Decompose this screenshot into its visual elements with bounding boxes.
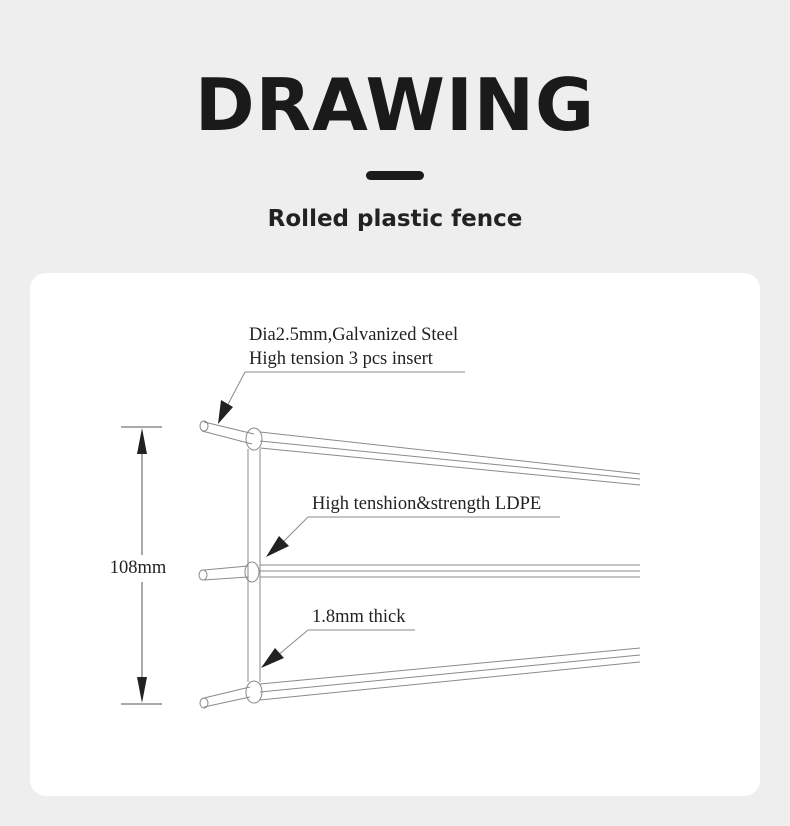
- callout-wire: [218, 372, 465, 424]
- height-dimension-label: 108mm: [109, 558, 167, 578]
- callout-material-label: High tenshion&strength LDPE: [312, 494, 542, 514]
- callout-wire-line2: High tension 3 pcs insert: [249, 349, 433, 369]
- middle-strand: [199, 562, 640, 582]
- dimension-arrow-up: [137, 428, 147, 454]
- page-title: DRAWING: [194, 63, 596, 147]
- callout-thickness: [261, 630, 415, 668]
- callout-wire-line1: Dia2.5mm,Galvanized Steel: [249, 325, 459, 345]
- dimension-arrow-down: [137, 677, 147, 703]
- callout-material: [266, 517, 560, 557]
- top-strand: [200, 421, 640, 485]
- bottom-strand: [200, 648, 640, 708]
- vertical-connector: [248, 449, 260, 682]
- page-subtitle: Rolled plastic fence: [267, 206, 523, 232]
- callout-thickness-label: 1.8mm thick: [312, 607, 406, 627]
